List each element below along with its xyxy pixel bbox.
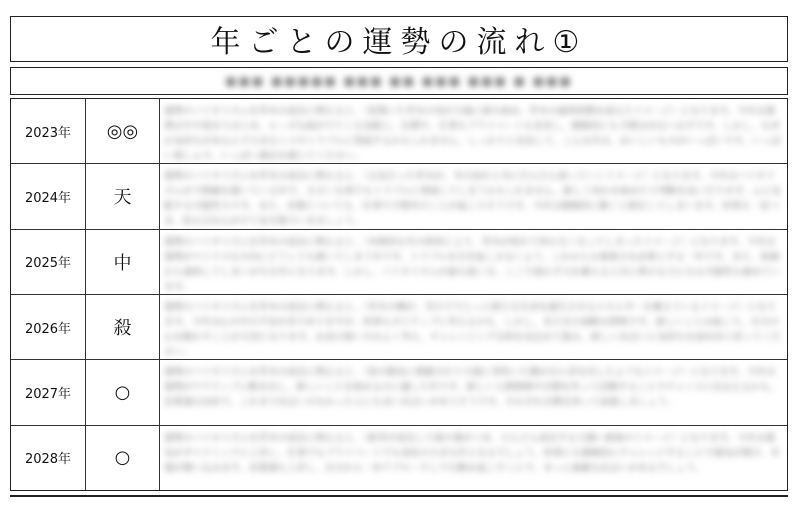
table-row bbox=[11, 295, 787, 360]
year-cell: 2025年 bbox=[11, 230, 86, 294]
table-row bbox=[11, 230, 787, 295]
fortune-description bbox=[160, 295, 787, 359]
fortune-mark: ◎◎ bbox=[86, 99, 160, 163]
table-row bbox=[11, 164, 787, 229]
fortune-description-text: 運勢のバイオリズムを草木の成長に例えると、〈本格的な冬の到来により、草木が枯れて何もなくなってしまったイメージ〉になります。今年は運勢がマイナスな方向にどうしても傾いてしまう年です。トラブルを引き起こさないよう、これからも慎重さを必要とする一年です。また、体調から違和してしまいがちな年になります。しかし、バイオリズムが最も低い分、ここで迷わず力を蓄えると次に伸びる力となる可能性も秘めています。 bbox=[164, 236, 781, 293]
fortune-description-text: 運勢のバイオリズムを草木の成長に例えると、〈草木の種が、雪の下でじっと新たな生命を誕生させるエネルギーを蓄えているイメージ〉になります。今年は心の中の不安が多少ありますが、何事もポジティブに考えるのも、しかし、まだまだ油断は禁物です。新しいことは起こり、自分の心を動かすことが大切になります。お金の使い方はよく考え、チャレンジングな時を見定めて進み、新しい出会いに気持ちを前向きに持ってください。 bbox=[164, 301, 781, 358]
fortune-description bbox=[160, 99, 787, 163]
fortune-description bbox=[160, 230, 787, 294]
fortune-description bbox=[160, 426, 787, 490]
fortune-description-text: 運勢のバイオリズムを草木の成長に例えると、〈元気だった草木が、冬の訪れと共にだんだん弱っていくイメージ〉になります。今年はバイオリズムが下降線を描いている年で、ささいな事でもトラブルに発展してしまうかもしれません。新しく何かを始めたり判断を急いだりせず、ふと気配する可能性大です。また、首都についても、仕事で予想外のことが起こりそうです。今年は積極的に動くと損をしてしまいます。何事も一息つき、控え目を心がけて安全策でいきましょう。 bbox=[164, 171, 781, 228]
subtitle-text: ■■■ ■■■■■ ■■■ ■■ ■■■ ■■■ ■ ■■■ bbox=[225, 74, 573, 88]
fortune-description bbox=[160, 164, 787, 228]
fortune-mark: ○ bbox=[86, 426, 160, 490]
fortune-description-text: 運勢のバイオリズムを草木の成長に例えると、〈花開いた草木の実が大地に落ち始め、草木の最終段階を迎えたイメージ〉になります。今年は運勢はやや弱まりはじめ、ルーズな面がでてくる気配に。出費や、仕事もプライベートも充実し、積極的にも予想は出ないはずです。しかし、なぜか気持ちがゆるんで大きなミスやトラブルに発展するかもしれません。しっかりと見直して、こんな年は、おいしいものがいっぱいです、いっぱい楽しんで、いっぱい満足を感じてください。 bbox=[164, 106, 781, 162]
table-row bbox=[11, 426, 787, 490]
year-cell: 2024年 bbox=[11, 164, 86, 228]
table-row bbox=[11, 360, 787, 425]
fortune-mark: 天 bbox=[86, 164, 160, 228]
bottom-divider bbox=[10, 495, 788, 497]
page-title-text: 年ごとの運勢の流れ① bbox=[210, 25, 588, 60]
fortune-description-text: 運勢のバイオリズムを草木の成長に例えると、〈新芽が成長して緑の葉がつき、どんどん成長する力強い新緑のイメージ〉になります。今年は運気がダイナミックに上昇し、仕事でもプライベートでも変化の大きな年となるでしょう。何事にも積極的にチャレンジすることで運気が開け、幸運が舞い込みます。恋愛運も上昇し、自分から一歩アプローチして行動を起こすことで、きっと素敵な出会いがあるでしょう。 bbox=[164, 432, 780, 474]
subtitle-bar bbox=[10, 67, 788, 95]
fortune-description-text: 運勢のバイオリズムを草木の成長に例えると、〈春の陽気に刺激されて大地に芽吹いた種が自ら芽を出したようなイメージ〉になります。今年は運勢がアクティブに動き出し、新しいことを始めるのに適した年です。新しい人間関係や目標を作って活動することでチャンスに出会えるかも。恋愛運は良好で、これまで出会いのなかった人にも良い出会いがありそうです。それぞれ目標を持って前進しましょう。 bbox=[164, 367, 780, 409]
fortune-mark: 殺 bbox=[86, 295, 160, 359]
fortune-mark: 中 bbox=[86, 230, 160, 294]
year-cell: 2026年 bbox=[11, 295, 86, 359]
table-row bbox=[11, 99, 787, 164]
year-cell: 2023年 bbox=[11, 99, 86, 163]
page-title bbox=[10, 16, 788, 62]
year-cell: 2028年 bbox=[11, 426, 86, 490]
year-cell: 2027年 bbox=[11, 360, 86, 424]
fortune-mark: ○ bbox=[86, 360, 160, 424]
fortune-description bbox=[160, 360, 787, 424]
fortune-table bbox=[10, 98, 788, 491]
